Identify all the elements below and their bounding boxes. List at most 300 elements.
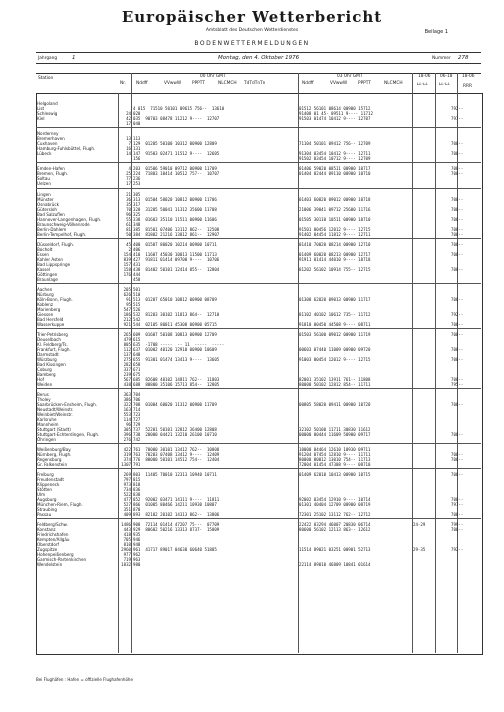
row-nr: 977 — [123, 552, 131, 557]
row-obs-00: 438 81402 50101 12414 855-- 12804 — [133, 267, 220, 272]
report-subtitle: Amtsblatt des Deutschen Wetterdienstes — [205, 28, 299, 33]
row-station: Nürburg — [37, 292, 54, 297]
row-obs-00: 836 — [133, 487, 141, 492]
row-obs-00: 385 81501 07406 13112 862-- 12508 — [133, 227, 220, 232]
row-obs-00: 384 81802 21216 13012 861-- 12907 — [133, 232, 220, 237]
row-obs-00: 685 82608 40102 14811 762-- 11803 — [133, 377, 220, 382]
row-station: Bocholt — [37, 247, 53, 252]
row-rr: 792-- — [451, 547, 464, 552]
row-nr: 522 — [123, 492, 131, 497]
row-nr: 25 — [126, 171, 131, 176]
row-station: Lübeck — [37, 151, 52, 156]
row-obs-03: 10000 04464 12610 10930 09711 — [299, 447, 371, 452]
row-station: Düsseldorf, Flugh. — [37, 242, 75, 247]
row-rr: 700-- — [451, 332, 464, 337]
row-obs-00: 935 — [133, 532, 141, 537]
row-nr: 176 — [123, 272, 131, 277]
row-station: Kassel — [37, 267, 51, 272]
row-nr: 973 — [123, 482, 131, 487]
col-divider — [435, 73, 436, 93]
row-obs-03: 01308 62020 09013 00900 11717 — [299, 297, 371, 302]
row-nr: 805 — [123, 342, 131, 347]
row-obs-00: 156 — [133, 156, 141, 161]
row-station: Braunschweig-Völkenrode — [37, 222, 90, 227]
row-obs-00: 870 — [133, 507, 141, 512]
row-obs-03: 92002 03454 12910 9---- 10714 — [299, 497, 371, 502]
row-station: Emden-Hafen — [37, 166, 65, 171]
row-rr: 700-- — [451, 512, 464, 517]
hw-header-2: ʟʟ-ʟʟ — [439, 82, 450, 87]
row-station: Öhringen — [37, 437, 56, 442]
col-divider — [412, 93, 413, 653]
row-station: Stötten — [37, 487, 53, 492]
sub-header-1a: Nddff — [136, 81, 148, 86]
row-obs-00: 450 — [133, 277, 141, 282]
jahrgang-value: 1 — [72, 55, 76, 61]
sub-header-2c: PPPTT — [358, 81, 371, 86]
col-divider — [298, 93, 299, 653]
col-nr-header: Nr. — [120, 81, 126, 86]
row-station: Bremerhaven — [37, 136, 65, 141]
row-nr: 719 — [123, 557, 131, 562]
row-obs-03: 81202 56102 10914 755-- 12715 — [299, 267, 371, 272]
row-station: Straubing — [37, 507, 57, 512]
sub-header-2b: VVwwW — [330, 81, 348, 86]
row-obs-03: 72301 25102 13112 762-- 12712 — [299, 512, 371, 517]
row-nr: 157 — [123, 262, 131, 267]
row-station: Berlin-Dahlem — [37, 227, 67, 232]
row-obs-00: 203 01506 59010 09712 00900 11709 — [133, 166, 217, 171]
row-station: Bad Kissingen — [37, 362, 66, 367]
row-obs-00: 348 — [133, 222, 141, 227]
row-nr: 13 — [126, 136, 131, 141]
row-obs-00: 325 — [133, 212, 141, 217]
row-nr: 96 — [126, 422, 131, 427]
row-station: Uelzen — [37, 181, 51, 186]
nummer-value: 278 — [458, 55, 469, 61]
footer-note: Bei Flughäfen : Hafen = offizielle Flughafenhöhe — [36, 677, 133, 682]
row-obs-00: 738 20000 04421 13210 26100 10710 — [133, 432, 217, 437]
row-obs-00: 320 31205 50041 11312 35600 11708 — [133, 207, 217, 212]
row-obs-00: 526 — [133, 307, 141, 312]
row-station: Nürnberg, Flugh. — [37, 452, 72, 457]
row-station: Aachen — [37, 287, 53, 292]
row-nr: 276 — [123, 437, 131, 442]
row-station: Berus — [37, 392, 49, 397]
row-obs-00: 313 01504 58020 10812 00900 11706 — [133, 197, 217, 202]
row-station: Friedrichshafen — [37, 532, 69, 537]
row-obs-00: 706 — [133, 397, 141, 402]
row-nr: 70 — [126, 207, 131, 212]
col-block2-header: 03 Uhr GMT — [337, 74, 363, 79]
row-obs-03: 91503 01474 10412 9---- 12707 — [299, 116, 371, 121]
row-station: Freiburg — [37, 472, 54, 477]
row-station: Essen — [37, 252, 49, 257]
row-rr: 700-- — [451, 151, 464, 156]
row-obs-00: 803 11405 70010 12313 10940 10711 — [133, 472, 217, 477]
row-station: Augsburg — [37, 497, 57, 502]
row-nr: 275 — [123, 357, 131, 362]
row-rr: 700-- — [451, 171, 464, 176]
row-obs-00: 946 — [133, 537, 141, 542]
row-obs-03: 01301 40404 12709 00900 08719 — [299, 502, 371, 507]
row-obs-00: 980 — [133, 562, 141, 567]
row-obs-00: 852 92002 03471 14111 9---- 11811 — [133, 497, 220, 502]
row-nr: 186 — [123, 312, 131, 317]
row-station: Darmstadt — [37, 352, 59, 357]
row-obs-03: 91810 00450 44508 9---- 08711 — [299, 322, 371, 327]
row-rr: 797-- — [451, 502, 464, 507]
row-rr: 700-- — [451, 457, 464, 462]
row-obs-00: 671 — [133, 367, 141, 372]
row-nr: 734 — [123, 487, 131, 492]
row-rr: 700-- — [451, 432, 464, 437]
row-nr: 4 — [128, 166, 131, 171]
row-station: Gütersloh — [37, 207, 57, 212]
row-obs-00: 714 — [133, 407, 141, 412]
sub-header-1e: TdTdTnTn — [244, 81, 266, 86]
row-obs-03: 21006 39041 09712 25600 11716 — [299, 207, 371, 212]
row-station: Frankfurt, Flugh. — [37, 347, 71, 352]
row-station: Stuttgart-Echterdingen, Flugh. — [37, 432, 100, 437]
row-station: Weinbiet/Weinstr. — [37, 412, 73, 417]
sub-header-2d: NLCMCH — [384, 81, 403, 86]
row-obs-00: 729 — [133, 422, 141, 427]
row-nr: 265 — [123, 332, 131, 337]
row-obs-00: 635 -1708 ----- -- 11 ----- ----- — [133, 342, 225, 347]
group-separator — [36, 188, 481, 189]
row-nr: 16 — [126, 146, 131, 151]
group-separator — [36, 328, 481, 329]
row-nr: 61 — [126, 222, 131, 227]
row-station: Regensburg — [37, 457, 62, 462]
row-obs-00: 742 — [133, 437, 141, 442]
row-nr: 409 — [123, 512, 131, 517]
row-station: Bad Lippspringe — [37, 262, 71, 267]
row-station: Saarbrücken-Ensheim, Flugh. — [37, 402, 97, 407]
row-station: Schleswig — [37, 111, 58, 116]
row-station: List — [37, 106, 45, 111]
row-station: Bamberg — [37, 372, 56, 377]
row-station: Marienberg — [37, 307, 61, 312]
col-divider — [298, 73, 299, 93]
row-obs-00: 444 — [133, 272, 141, 277]
row-rr: 792-- — [451, 106, 464, 111]
row-nr: 96 — [126, 212, 131, 217]
row-nr: 137 — [123, 352, 131, 357]
row-rr: 700-- — [451, 232, 464, 237]
row-nr: 77 — [126, 176, 131, 181]
row-obs-00: 020 — [133, 111, 141, 116]
sub-header-1d: NLCMCH — [218, 81, 237, 86]
row-obs-03: 01512 56101 08614 00900 15712 — [299, 106, 371, 111]
row-station: Münster — [37, 197, 54, 202]
row-obs-03: 80000 50102 12812 854-- 11711 — [299, 382, 371, 387]
row-nr: 386 — [123, 397, 131, 402]
row-station: Giessen — [37, 312, 54, 317]
row-nr: 705 — [123, 537, 131, 542]
row-rr: 700-- — [451, 207, 464, 212]
row-station: Deuselbach — [37, 337, 62, 342]
row-obs-00: 510 — [133, 292, 141, 297]
report-date: Montag, den 4. Oktober 1976 — [218, 55, 300, 61]
row-obs-00: 532 81203 30102 11813 864-- 12710 — [133, 312, 220, 317]
row-station: Kiel — [37, 116, 45, 121]
row-nr: 36 — [126, 197, 131, 202]
row-rr: 797-- — [451, 116, 464, 121]
row-rr: 700-- — [451, 357, 464, 362]
row-rr: 700-- — [451, 347, 464, 352]
row-obs-00: 615 — [133, 337, 141, 342]
row-obs-00: 688 80800 35106 15713 854-- 12805 — [133, 382, 220, 387]
row-obs-03: 01403 60020 09012 00900 10718 — [299, 197, 371, 202]
row-obs-03: 91402 04454 11812 9---- 12711 — [299, 232, 371, 237]
row-station: Cuxhaven — [37, 141, 58, 146]
header-rule-top — [36, 52, 481, 53]
row-nr: 527 — [123, 502, 131, 507]
row-obs-03: 71104 50101 09412 756-- 12709 — [299, 141, 371, 146]
row-station: Göttingen — [37, 272, 58, 277]
row-obs-03: 22114 89010 46809 10841 01614 — [299, 562, 371, 567]
rr-header: RRR — [463, 84, 472, 89]
row-obs-00: 544 02105 80011 45308 00900 05715 — [133, 322, 217, 327]
col-c1-header: 18-06 — [418, 74, 431, 79]
row-obs-00: 723 — [133, 412, 141, 417]
row-rr: 700-- — [451, 402, 464, 407]
row-obs-00: 737 52201 50101 12812 36400 12808 — [133, 427, 217, 432]
col-divider — [457, 93, 458, 653]
row-obs-00: 704 — [133, 392, 141, 397]
row-obs-03: 91501 00456 12012 9---- 12715 — [299, 227, 371, 232]
row-station: Wendelstein — [37, 562, 63, 567]
row-station: Wasserkuppe — [37, 322, 65, 327]
row-obs-03: 00603 07440 11009 00900 09720 — [299, 347, 371, 352]
row-obs-03: 01503 56100 09012 00900 11719 — [299, 332, 371, 337]
row-nr: 42 — [126, 116, 131, 121]
row-extra: 24-29 — [413, 522, 426, 527]
row-station: Konstanz — [37, 527, 56, 532]
row-station: Hamburg-Fuhlsbüttel, Flugh. — [37, 146, 96, 151]
row-nr: 422 — [123, 447, 131, 452]
row-station: Koblenz — [37, 302, 53, 307]
row-obs-00: 147 91503 02471 11512 9---- 12605 — [133, 151, 220, 156]
row-obs-00: 908 72114 01414 47207 75--- 07709 — [133, 522, 220, 527]
row-nr: 322 — [123, 402, 131, 407]
row-nr: 239 — [123, 372, 131, 377]
row-obs-00: 893 82102 20102 14313 862-- 13806 — [133, 512, 220, 517]
row-nr: 438 — [123, 382, 131, 387]
row-obs-00: 818 — [133, 482, 141, 487]
row-nr: 212 — [123, 317, 131, 322]
row-nr: 35 — [126, 202, 131, 207]
col-divider — [131, 93, 132, 653]
row-station: Feldberg/Schw. — [37, 522, 68, 527]
row-obs-00: 236 — [133, 176, 141, 181]
jahrgang-label: Jahrgang — [38, 56, 58, 61]
row-obs-03: 32102 50100 11711 30830 11612 — [299, 427, 371, 432]
row-station: Oberstdorf — [37, 542, 59, 547]
row-nr: 2 — [128, 247, 131, 252]
row-obs-00: 305 — [133, 192, 141, 197]
report-title: Europäischer Wetterbericht — [121, 8, 383, 26]
sub-header-1c: PPPTT — [192, 81, 205, 86]
group-separator — [36, 388, 481, 389]
row-obs-00: 962 — [133, 552, 141, 557]
row-obs-00: 040 — [133, 121, 141, 126]
row-obs-03: 91204 07454 12810 9---- 11711 — [299, 452, 371, 457]
row-station: Gr. Falkenstein — [37, 462, 68, 467]
col-divider — [435, 93, 436, 653]
row-rr: 700-- — [451, 322, 464, 327]
row-rr: 700-- — [451, 472, 464, 477]
row-obs-00: 637 01002 40120 12910 00900 10609 — [133, 347, 217, 352]
row-station: Lingen — [37, 192, 51, 197]
row-obs-00: 815 — [133, 477, 141, 482]
col-block1-header: 00 Uhr GMT — [200, 74, 226, 79]
row-station: Bremen, Flugh. — [37, 171, 69, 176]
row-obs-00: 4 015 71510 50101 09615 756-- 13610 — [133, 106, 225, 111]
row-obs-00: 609 01607 50108 10813 00900 12709 — [133, 332, 217, 337]
row-obs-03: 72004 01454 47308 9---- 08710 — [299, 462, 371, 467]
row-nr: 305 — [123, 427, 131, 432]
row-obs-00: 761 70000 30101 13412 762-- 10808 — [133, 447, 220, 452]
row-nr: 21 — [126, 192, 131, 197]
row-nr: 810 — [123, 542, 131, 547]
row-rr: 700-- — [451, 377, 464, 382]
row-nr: 282 — [123, 362, 131, 367]
row-nr: 337 — [123, 367, 131, 372]
row-station: Würzburg — [37, 357, 57, 362]
row-obs-00: 708 01004 60020 11312 00900 11709 — [133, 402, 217, 407]
row-obs-00: 838 — [133, 492, 141, 497]
group-separator — [36, 518, 481, 519]
row-nr: 24 — [126, 111, 131, 116]
group-separator — [36, 162, 481, 163]
row-obs-03: 91911 01414 44010 9---- 10718 — [299, 257, 371, 262]
table-header-rule — [36, 73, 481, 74]
row-obs-00: 400 01507 80020 10214 00900 10711 — [133, 242, 217, 247]
row-obs-03: 00000 00444 11609 50900 09717 — [299, 432, 371, 437]
row-station: Kempten/Allgäu — [37, 537, 70, 542]
col-divider — [412, 73, 413, 93]
row-obs-03: 01409 60020 08213 00900 12717 — [299, 252, 371, 257]
row-rr: 708-- — [451, 227, 464, 232]
row-station: Osnabrück — [37, 202, 59, 207]
row-station: Garmisch-Partenkirchen — [37, 557, 87, 562]
row-nr: 14 — [126, 151, 131, 156]
row-obs-00: 727 — [133, 417, 141, 422]
row-obs-00: 929 80602 50216 13313 8737- 15809 — [133, 527, 220, 532]
row-obs-03: 01505 30110 10511 00900 10710 — [299, 217, 371, 222]
row-nr: 163 — [123, 407, 131, 412]
header-rule-bottom — [36, 63, 481, 64]
row-station: Kahler Asten — [37, 257, 64, 262]
row-obs-00: 224 71803 10414 10512 757-- 10707 — [133, 171, 220, 176]
row-nr: 91 — [126, 297, 131, 302]
row-obs-03: 11514 89021 03251 00901 52713 — [299, 547, 371, 552]
row-nr: 95 — [126, 302, 131, 307]
row-nr: 797 — [123, 477, 131, 482]
row-obs-00: 963 — [133, 557, 141, 562]
row-nr: 154 — [123, 252, 131, 257]
row-station: Stuttgart (Stadt) — [37, 427, 71, 432]
row-obs-00: 406 — [133, 247, 141, 252]
row-station: Mannheim — [37, 422, 59, 427]
row-rr: 700-- — [451, 252, 464, 257]
row-rr: 700-- — [451, 217, 464, 222]
row-rr: 700-- — [451, 527, 464, 532]
row-obs-00: 253 — [133, 181, 141, 186]
row-obs-00: 501 — [133, 287, 141, 292]
section-heading: BODENWETTERMELDUNGEN — [194, 40, 310, 47]
row-nr: 1832 — [121, 562, 131, 567]
col-station-header: Station — [38, 76, 54, 81]
row-obs-00: 948 — [133, 542, 141, 547]
row-rr: 700-- — [451, 267, 464, 272]
row-obs-00: 961 41717 89017 04630 60640 51805 — [133, 547, 217, 552]
row-nr: 45 — [126, 242, 131, 247]
row-obs-00: 513 01207 65010 10812 00900 08709 — [133, 297, 217, 302]
row-station: Braunlage — [37, 277, 58, 282]
row-obs-03: 01410 70020 08214 00900 12710 — [299, 242, 371, 247]
group-separator — [36, 127, 481, 128]
row-station: Coburg — [37, 367, 52, 372]
row-obs-00: 410 11607 45030 10013 11500 11713 — [133, 252, 217, 257]
row-station: Berlin-Tempelhof, Flugh. — [37, 232, 87, 237]
row-nr: 443 — [123, 527, 131, 532]
row-obs-00: 776 80000 50101 14512 754-- 12404 — [133, 457, 220, 462]
row-station: Bad Hersfeld — [37, 317, 64, 322]
row-station: Freudenstadt — [37, 477, 64, 482]
group-separator — [36, 443, 481, 444]
row-obs-03: 91304 03454 10412 9---- 12711 — [299, 151, 371, 156]
col-c2-header: 06-18 — [440, 74, 453, 79]
row-nr: 567 — [123, 377, 131, 382]
row-station: Trier-Petrisberg — [37, 332, 68, 337]
row-nr: 1307 — [121, 462, 131, 467]
group-separator — [36, 238, 481, 239]
hw-header-1: ʟʟ-ʟʟ — [417, 82, 428, 87]
row-station: Klippeneck — [37, 482, 60, 487]
row-obs-03: 80600 56102 12113 863-- 12612 — [299, 527, 371, 532]
row-obs-00: 427 91811 01414 09700 9---- 10706 — [133, 257, 220, 262]
row-station: München-Riem, Flugh. — [37, 502, 83, 507]
row-extra: 29-35 — [413, 547, 426, 552]
row-nr: 17 — [126, 121, 131, 126]
row-obs-00: 515 — [133, 302, 141, 307]
row-nr: 418 — [123, 532, 131, 537]
row-obs-03: 01404 02444 09110 00900 10710 — [299, 171, 371, 176]
row-nr: 114 — [123, 417, 131, 422]
nummer-label: Nummer — [432, 56, 451, 61]
row-obs-00: 113 — [133, 136, 141, 141]
row-station: Weiden — [37, 382, 53, 387]
row-nr: 205 — [123, 287, 131, 292]
row-obs-00: 791 — [133, 462, 141, 467]
row-station: Hohenpeißenberg — [37, 552, 74, 557]
row-station: Tholey — [37, 397, 51, 402]
row-nr: 50 — [126, 232, 131, 237]
row-obs-00: 131 — [133, 146, 141, 151]
row-station: Norderney — [37, 131, 59, 136]
row-obs-00: 648 — [133, 352, 141, 357]
row-rr: 799-- — [451, 522, 464, 527]
row-nr: 921 — [123, 322, 131, 327]
row-station: Soltau — [37, 176, 50, 181]
row-obs-00: 658 — [133, 362, 141, 367]
row-obs-00: 866 01005 80466 14211 10930 10807 — [133, 502, 217, 507]
row-nr: 839 — [123, 257, 131, 262]
